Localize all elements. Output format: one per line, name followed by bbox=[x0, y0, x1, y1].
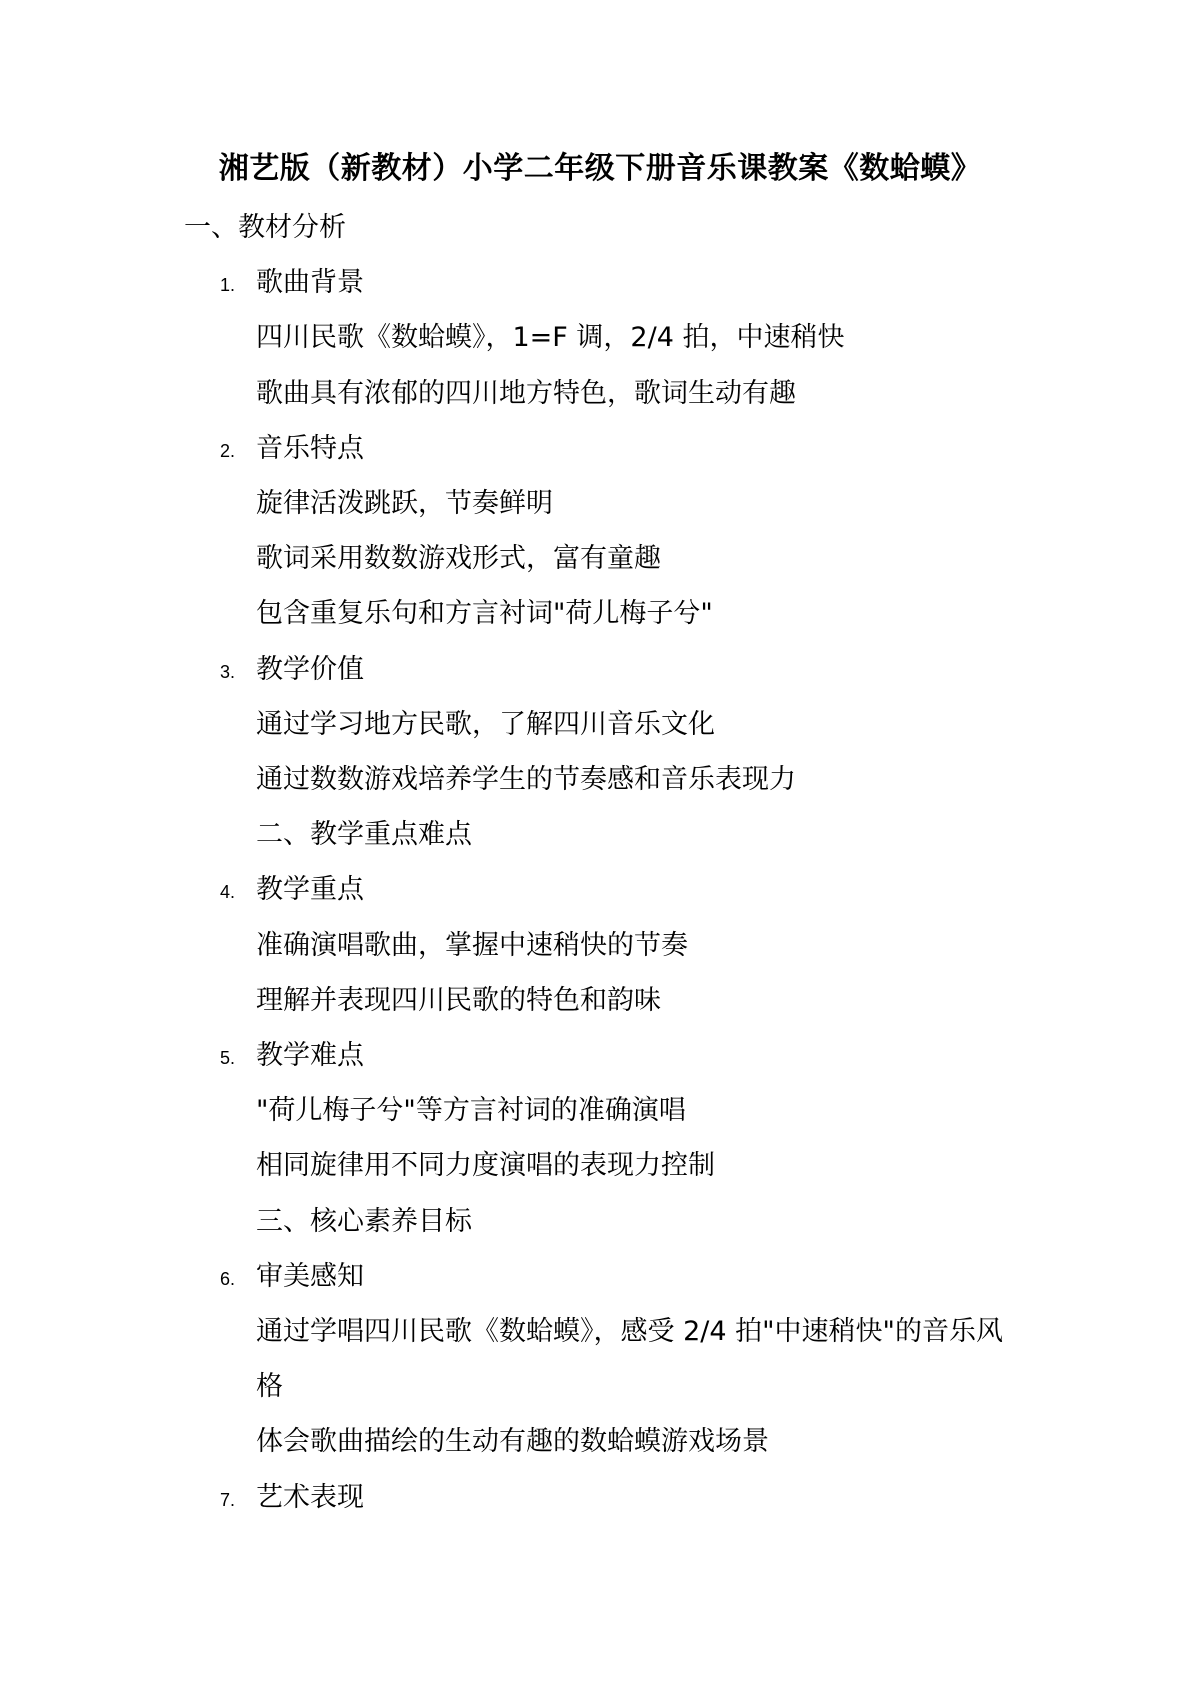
body-line: 四川民歌《数蛤蟆》，1=F 调，2/4 拍，中速稍快 bbox=[256, 322, 845, 353]
body-line: 二、教学重点难点 bbox=[256, 819, 472, 850]
list-item-heading: 教学重点 bbox=[256, 874, 364, 905]
body-line: 三、核心素养目标 bbox=[256, 1206, 472, 1237]
list-item-heading: 音乐特点 bbox=[256, 433, 364, 464]
body-line: 通过学唱四川民歌《数蛤蟆》，感受 2/4 拍"中速稍快"的音乐风 bbox=[256, 1316, 1003, 1347]
body-line: 相同旋律用不同力度演唱的表现力控制 bbox=[256, 1150, 715, 1181]
body-line: 体会歌曲描绘的生动有趣的数蛤蟆游戏场景 bbox=[256, 1426, 769, 1457]
list-item-number: 6. bbox=[220, 1269, 236, 1289]
body-line: 包含重复乐句和方言衬词"荷儿梅子兮" bbox=[256, 598, 713, 629]
body-line: 歌曲具有浓郁的四川地方特色，歌词生动有趣 bbox=[256, 378, 796, 409]
list-item-heading: 教学价值 bbox=[256, 654, 364, 685]
list-item-heading: 艺术表现 bbox=[256, 1482, 364, 1513]
body-line: 旋律活泼跳跃，节奏鲜明 bbox=[256, 488, 553, 519]
body-line: 歌词采用数数游戏形式，富有童趣 bbox=[256, 543, 661, 574]
document-title: 湘艺版（新教材）小学二年级下册音乐课教案《数蛤蟆》 bbox=[218, 151, 982, 186]
list-item-number: 7. bbox=[220, 1490, 236, 1510]
body-line: 格 bbox=[256, 1371, 283, 1402]
list-item-number: 3. bbox=[220, 662, 236, 682]
body-line: "荷儿梅子兮"等方言衬词的准确演唱 bbox=[256, 1095, 686, 1126]
list-item-heading: 歌曲背景 bbox=[256, 267, 364, 298]
body-line: 通过学习地方民歌，了解四川音乐文化 bbox=[256, 709, 715, 740]
list-item-number: 2. bbox=[220, 441, 236, 461]
list-item-number: 5. bbox=[220, 1048, 236, 1068]
list-item-number: 4. bbox=[220, 882, 236, 902]
section-heading: 一、教材分析 bbox=[184, 212, 346, 243]
body-line: 理解并表现四川民歌的特色和韵味 bbox=[256, 985, 661, 1016]
body-line: 通过数数游戏培养学生的节奏感和音乐表现力 bbox=[256, 764, 796, 795]
list-item-number: 1. bbox=[220, 275, 236, 295]
list-item-heading: 教学难点 bbox=[256, 1040, 364, 1071]
list-item-heading: 审美感知 bbox=[256, 1261, 364, 1292]
body-line: 准确演唱歌曲，掌握中速稍快的节奏 bbox=[256, 930, 688, 961]
